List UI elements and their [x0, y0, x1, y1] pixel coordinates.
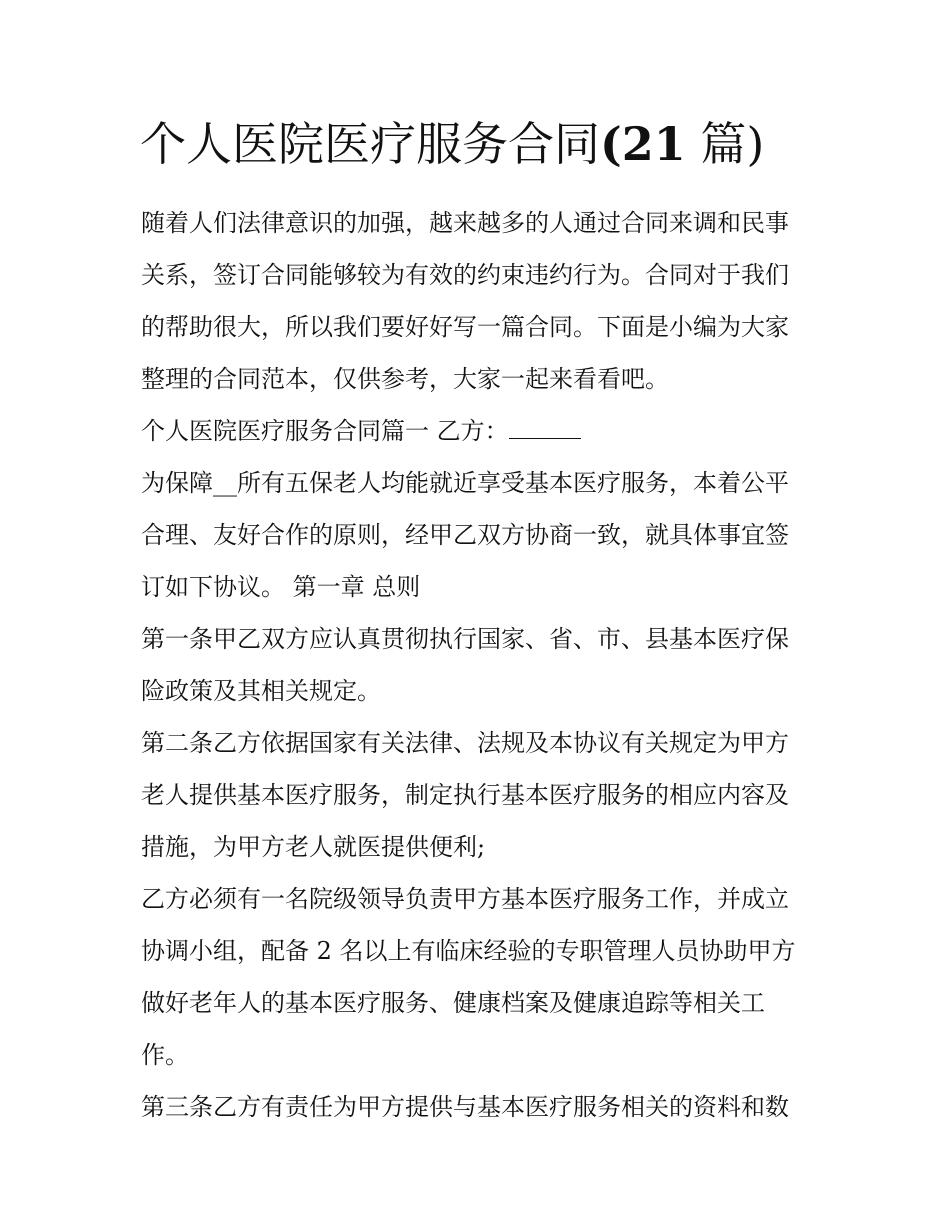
- document-body: [141, 197, 817, 1133]
- fill-in-blank: [509, 416, 581, 439]
- paragraph-line: 第三条乙方有责任为甲方提供与基本医疗服务相关的资料和数: [141, 1093, 789, 1121]
- paragraph-line: 做好老年人的基本医疗服务、健康档案及健康追踪等相关工: [141, 989, 765, 1017]
- paragraph-line: 协调小组，配备 2 名以上有临床经验的专职管理人员协助甲方: [141, 937, 796, 965]
- paragraph-line: 订如下协议。 第一章 总则: [141, 573, 421, 601]
- paragraph-line: 第二条乙方依据国家有关法律、法规及本协议有关规定为甲方: [141, 729, 789, 757]
- document-title: [140, 112, 860, 176]
- title-text: 个人医院医疗服务合同: [140, 117, 600, 171]
- section-heading-text: 个人医院医疗服务合同篇一 乙方：: [141, 417, 509, 445]
- section-heading-line: [141, 405, 817, 457]
- paragraph-line: 整理的合同范本，仅供参考，大家一起来看看吧。: [141, 365, 669, 393]
- paragraph-line: 关系，签订合同能够较为有效的约束违约行为。合同对于我们: [141, 261, 789, 289]
- paragraph-line: 老人提供基本医疗服务，制定执行基本医疗服务的相应内容及: [141, 781, 789, 809]
- paragraph-line: 作。: [141, 1041, 189, 1069]
- paragraph-line: 为保障__所有五保老人均能就近享受基本医疗服务，本着公平: [141, 469, 789, 497]
- paragraph-line: 第一条甲乙双方应认真贯彻执行国家、省、市、县基本医疗保: [141, 625, 789, 653]
- paragraph-line: 乙方必须有一名院级领导负责甲方基本医疗服务工作，并成立: [141, 885, 789, 913]
- title-count: (21: [600, 117, 686, 171]
- paragraph-line: 随着人们法律意识的加强，越来越多的人通过合同来调和民事: [141, 209, 789, 237]
- paragraph-line: 的帮助很大，所以我们要好好写一篇合同。下面是小编为大家: [141, 313, 789, 341]
- title-suffix: 篇): [685, 117, 765, 171]
- paragraph-line: 合理、友好合作的原则，经甲乙双方协商一致，就具体事宜签: [141, 521, 789, 549]
- paragraph-line: 措施，为甲方老人就医提供便利;: [141, 833, 486, 861]
- paragraph-line: 险政策及其相关规定。: [141, 677, 381, 705]
